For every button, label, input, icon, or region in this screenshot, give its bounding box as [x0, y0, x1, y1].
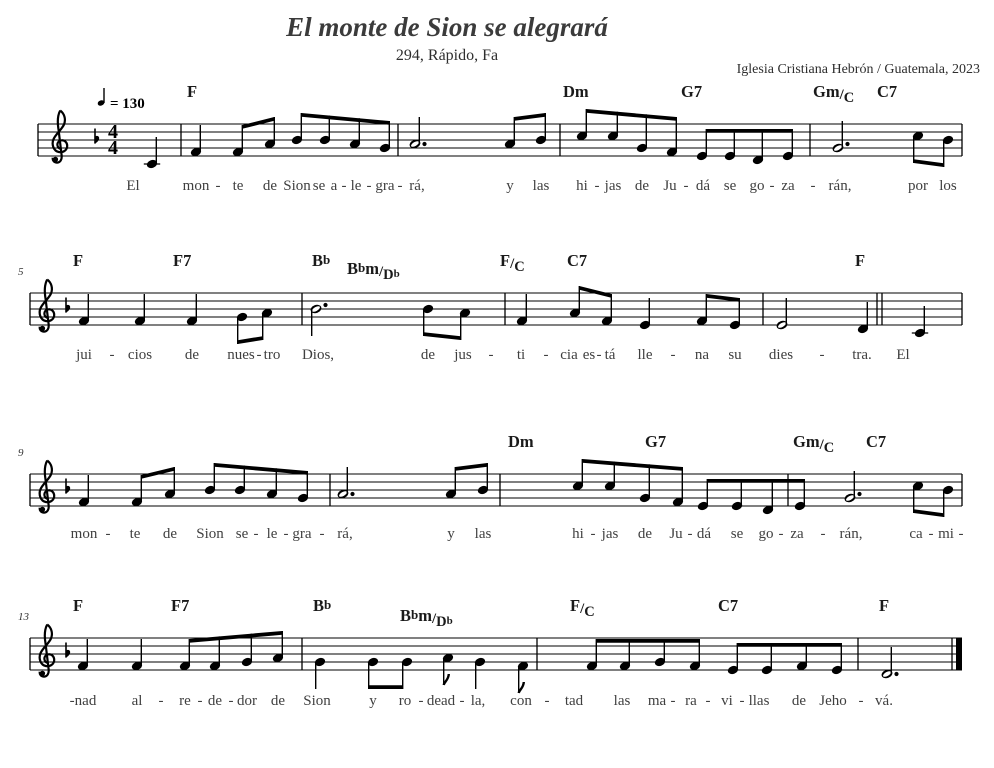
note: [459, 307, 472, 340]
lyric-syllable: gra: [292, 526, 312, 542]
lyric-hyphen: -: [819, 347, 825, 363]
note: [78, 475, 91, 508]
treble-clef-icon: [40, 625, 55, 677]
lyric-syllable: Ju: [663, 178, 677, 194]
note: [696, 129, 709, 162]
note: [639, 464, 652, 503]
beam: [737, 643, 841, 647]
beam: [579, 286, 611, 298]
lyric-syllable: ra: [685, 693, 697, 709]
lyric-syllable: Sion: [283, 178, 311, 194]
beam: [424, 332, 461, 340]
lyric-syllable: la,: [470, 693, 486, 709]
note: [607, 112, 620, 142]
lyric-hyphen: -: [215, 178, 221, 194]
lyric-syllable: Ju: [669, 526, 683, 542]
note: [729, 298, 742, 331]
note: [474, 656, 487, 689]
beam: [706, 129, 792, 133]
note: [266, 468, 279, 499]
augmentation-dot: [845, 142, 849, 146]
chord-symbol: F: [855, 251, 866, 270]
beam: [455, 463, 487, 471]
note: [516, 294, 529, 327]
system-2: [18, 251, 962, 363]
lyric-syllable: de: [420, 347, 436, 363]
lyric-syllable: de: [637, 526, 653, 542]
note: [727, 643, 740, 676]
lyric-syllable: de: [162, 526, 178, 542]
treble-clef-icon: [53, 111, 68, 163]
note: [942, 484, 955, 517]
note: [636, 114, 649, 153]
system-4: [18, 596, 962, 709]
note: [291, 113, 304, 146]
beam: [238, 336, 263, 344]
lyric-hyphen: -: [544, 693, 550, 709]
note: [319, 116, 332, 146]
lyric-syllable: es: [582, 347, 596, 363]
measure-number: 13: [18, 611, 29, 623]
lyric-syllable: de: [207, 693, 223, 709]
lyric-hyphen: -: [705, 693, 711, 709]
lyric-syllable: las: [532, 178, 550, 194]
chord-symbol: G7: [681, 82, 703, 101]
system-1: [38, 82, 962, 194]
key-signature-flat-icon: [66, 643, 70, 658]
note: [517, 660, 530, 693]
piece-subtitle: 294, Rápido, Fa: [395, 47, 499, 64]
eighth-flag: [444, 674, 449, 685]
chord-symbol: F/C: [570, 596, 595, 620]
chord-symbol: F: [73, 596, 84, 615]
note: [408, 117, 426, 150]
chord-symbol: Dm: [563, 82, 589, 101]
note: [422, 303, 435, 336]
note: [314, 656, 327, 689]
beam: [214, 463, 307, 475]
lyric-hyphen: -: [283, 526, 289, 542]
lyric-hyphen: -: [958, 526, 964, 542]
note: [761, 643, 774, 676]
lyric-syllable: ca: [909, 526, 923, 542]
lyric-syllable: llas: [748, 693, 770, 709]
note: [689, 639, 702, 672]
note: [843, 471, 861, 504]
attribution: Iglesia Cristiana Hebrón / Guatemala, 2023: [736, 62, 980, 77]
note: [724, 129, 737, 162]
lyric-syllable: de: [262, 178, 278, 194]
lyric-hyphen: -: [778, 526, 784, 542]
note: [186, 294, 199, 327]
lyric-syllable: con: [510, 693, 532, 709]
note: [379, 121, 392, 154]
lyric-syllable: ma: [647, 693, 667, 709]
lyric-syllable: rán,: [828, 178, 852, 194]
note: [261, 307, 274, 340]
note: [831, 643, 844, 676]
lyric-syllable: cia: [560, 347, 578, 363]
lyric-syllable: se: [312, 178, 326, 194]
note: [912, 130, 925, 163]
lyric-hyphen: -: [670, 693, 676, 709]
lyric-syllable: dá: [695, 178, 711, 194]
note: [752, 129, 765, 166]
lyric-syllable: vá.: [875, 693, 893, 709]
beam: [596, 639, 699, 643]
beam: [582, 459, 682, 471]
lyric-hyphen: -: [820, 526, 826, 542]
eighth-flag: [519, 682, 524, 693]
chord-symbol: F: [73, 251, 84, 270]
chord-symbol: Bbm/Db: [400, 606, 453, 630]
lyric-syllable: mi: [938, 526, 954, 542]
lyric-hyphen: -: [928, 526, 934, 542]
lyric-syllable: na: [694, 347, 710, 363]
key-signature-flat-icon: [66, 298, 70, 313]
augmentation-dot: [323, 303, 327, 307]
lyric-syllable: se: [730, 526, 744, 542]
beam: [914, 509, 944, 517]
lyric-syllable: los: [939, 178, 957, 194]
lyric-syllable: y: [447, 526, 455, 542]
lyric-syllable: le: [266, 526, 278, 542]
note: [775, 298, 788, 331]
note: [586, 639, 599, 672]
lyric-syllable: rá,: [337, 526, 353, 542]
lyric-syllable: tra.: [852, 347, 872, 363]
note: [857, 302, 870, 335]
lyric-syllable: mon: [182, 178, 210, 194]
note: [942, 134, 955, 167]
chord-symbol: F: [879, 596, 890, 615]
lyric-syllable: se: [723, 178, 737, 194]
lyric-syllable: jas: [604, 178, 622, 194]
measure-number: 5: [18, 266, 24, 278]
lyric-hyphen: -: [858, 693, 864, 709]
beam: [369, 685, 403, 689]
note: [731, 479, 744, 512]
lyric-hyphen: -: [109, 347, 115, 363]
note: [232, 125, 245, 158]
chord-symbol: Bb: [313, 596, 332, 615]
final-barline: [956, 638, 962, 670]
note: [672, 467, 685, 508]
treble-clef-icon: [40, 461, 55, 513]
lyric-hyphen: -: [590, 526, 596, 542]
lyric-hyphen: -: [594, 178, 600, 194]
treble-clef-icon: [40, 280, 55, 332]
note: [782, 129, 795, 162]
augmentation-dot: [422, 142, 426, 146]
lyric-syllable: lle: [637, 347, 653, 363]
note: [639, 298, 652, 331]
beam: [189, 631, 282, 643]
lyric-syllable: de: [184, 347, 200, 363]
note: [796, 643, 809, 672]
chord-symbol: Gm/C: [813, 82, 855, 106]
note: [794, 479, 807, 512]
note: [336, 467, 354, 500]
note: [912, 480, 925, 513]
lyric-hyphen: -: [810, 178, 816, 194]
note: [696, 294, 709, 327]
lyric-syllable: rá,: [409, 178, 425, 194]
lyric-syllable: El: [896, 347, 910, 363]
lyric-syllable: mon: [70, 526, 98, 542]
beam: [914, 159, 944, 167]
beam: [141, 467, 174, 479]
lyric-syllable: tá: [604, 347, 616, 363]
chord-symbol: Bb: [312, 251, 331, 270]
note: [131, 475, 144, 508]
lyric-syllable: re: [179, 693, 191, 709]
piece-title: El monte de Sion se alegrará: [286, 12, 608, 42]
lyric-syllable: de: [270, 693, 286, 709]
lyric-syllable: za: [790, 526, 804, 542]
note: [401, 656, 414, 689]
lyric-hyphen: -: [543, 347, 549, 363]
time-signature-digit: 4: [108, 121, 118, 143]
note: [572, 459, 585, 492]
note: [272, 631, 285, 664]
lyric-syllable: jus: [454, 347, 472, 363]
chord-symbol: C7: [877, 82, 898, 101]
note: [504, 117, 517, 150]
chord-symbol: F/C: [500, 251, 525, 275]
tempo-text: = 130: [110, 96, 145, 112]
lyric-hyphen: -: [341, 178, 347, 194]
lyric-hyphen: -: [197, 693, 203, 709]
note: [619, 639, 632, 672]
note: [297, 471, 310, 504]
note: [131, 639, 144, 672]
note: [604, 462, 617, 492]
key-signature-flat-icon: [95, 129, 99, 144]
lyric-syllable: su: [728, 347, 742, 363]
lyric-syllable: dead: [426, 693, 456, 709]
lyric-syllable: las: [474, 526, 492, 542]
lyric-syllable: tad: [564, 693, 584, 709]
beam: [301, 113, 389, 125]
lyric-hyphen: -: [256, 347, 262, 363]
lyric-syllable: ro: [398, 693, 412, 709]
chord-symbol: C7: [866, 432, 887, 451]
lyric-syllable: vi: [721, 693, 733, 709]
note: [445, 467, 458, 500]
lyric-syllable: Sion: [196, 526, 224, 542]
lyric-hyphen: -: [158, 693, 164, 709]
chord-symbol: Bbm/Db: [347, 259, 400, 283]
note: [204, 463, 217, 496]
lyric-syllable: te: [129, 526, 141, 542]
note: [134, 294, 147, 327]
lyric-syllable: hi: [572, 526, 584, 542]
lyric-syllable: se: [235, 526, 249, 542]
lyric-syllable: a: [330, 178, 338, 194]
lyric-syllable: za: [781, 178, 795, 194]
lyric-syllable: Jeho: [819, 693, 847, 709]
note: [569, 286, 582, 319]
note: [654, 639, 667, 668]
lyric-hyphen: -: [488, 347, 494, 363]
lyric-syllable: las: [613, 693, 631, 709]
lyric-syllable: El: [126, 178, 140, 194]
note: [309, 303, 327, 336]
note: [576, 109, 589, 142]
lyric-hyphen: -: [397, 178, 403, 194]
chord-symbol: Gm/C: [793, 432, 835, 456]
lyric-syllable: -nad: [69, 693, 97, 709]
lyric-hyphen: -: [459, 693, 465, 709]
chord-symbol: Dm: [508, 432, 534, 451]
lyric-syllable: go: [758, 526, 774, 542]
lyric-hyphen: -: [687, 526, 693, 542]
lyric-syllable: de: [791, 693, 807, 709]
lyric-hyphen: -: [319, 526, 325, 542]
lyric-hyphen: -: [105, 526, 111, 542]
augmentation-dot: [350, 492, 354, 496]
lyric-syllable: gra: [375, 178, 395, 194]
beam: [586, 109, 676, 121]
note: [601, 294, 614, 327]
note: [78, 294, 91, 327]
lyric-hyphen: -: [683, 178, 689, 194]
augmentation-dot: [857, 492, 861, 496]
lyric-syllable: jas: [601, 526, 619, 542]
lyric-hyphen: -: [253, 526, 259, 542]
system-3: [18, 432, 964, 542]
time-signature-digit: 4: [108, 137, 118, 159]
note: [666, 117, 679, 158]
lyric-hyphen: -: [228, 693, 234, 709]
lyric-syllable: por: [908, 178, 928, 194]
lyric-syllable: rán,: [839, 526, 863, 542]
chord-symbol: G7: [645, 432, 667, 451]
note: [442, 652, 455, 685]
lyric-hyphen: -: [739, 693, 745, 709]
lyric-syllable: dies: [768, 347, 794, 363]
lyric-syllable: y: [506, 178, 514, 194]
note: [234, 466, 247, 496]
augmentation-dot: [894, 672, 898, 676]
note: [144, 137, 160, 170]
lyric-syllable: ti: [516, 347, 526, 363]
note: [179, 639, 192, 672]
lyric-syllable: te: [232, 178, 244, 194]
lyric-syllable: tro: [263, 347, 281, 363]
note: [762, 479, 775, 516]
note: [697, 479, 710, 512]
beam: [707, 479, 804, 483]
chord-symbol: C7: [567, 251, 588, 270]
chord-symbol: C7: [718, 596, 739, 615]
note: [367, 656, 380, 689]
lyric-syllable: jui: [76, 347, 92, 363]
lyric-hyphen: -: [366, 178, 372, 194]
lyric-syllable: nues: [227, 347, 255, 363]
lyric-syllable: y: [369, 693, 377, 709]
lyric-syllable: dá: [696, 526, 712, 542]
lyric-syllable: hi: [576, 178, 588, 194]
note: [349, 118, 362, 149]
note: [190, 125, 203, 158]
lyric-syllable: de: [634, 178, 650, 194]
lyric-syllable: Sion: [303, 693, 331, 709]
lyric-syllable: Dios,: [301, 347, 335, 363]
chord-symbol: F: [187, 82, 198, 101]
beam: [514, 113, 545, 121]
note: [77, 639, 90, 672]
note: [831, 121, 849, 154]
chord-symbol: F7: [173, 251, 192, 270]
chord-symbol: F7: [171, 596, 190, 615]
lyric-syllable: al: [131, 693, 143, 709]
lyric-syllable: dor: [237, 693, 257, 709]
measure-number: 9: [18, 447, 24, 459]
lyric-hyphen: -: [596, 347, 602, 363]
lyric-hyphen: -: [418, 693, 424, 709]
note: [880, 647, 898, 680]
lyric-syllable: cios: [127, 347, 153, 363]
lyric-hyphen: -: [769, 178, 775, 194]
key-signature-flat-icon: [66, 479, 70, 494]
lyric-hyphen: -: [670, 347, 676, 363]
note: [241, 634, 254, 668]
tempo-marking: [97, 88, 145, 112]
lyric-syllable: go: [749, 178, 765, 194]
beam: [242, 117, 274, 129]
note: [912, 306, 928, 339]
lyric-syllable: le: [350, 178, 362, 194]
